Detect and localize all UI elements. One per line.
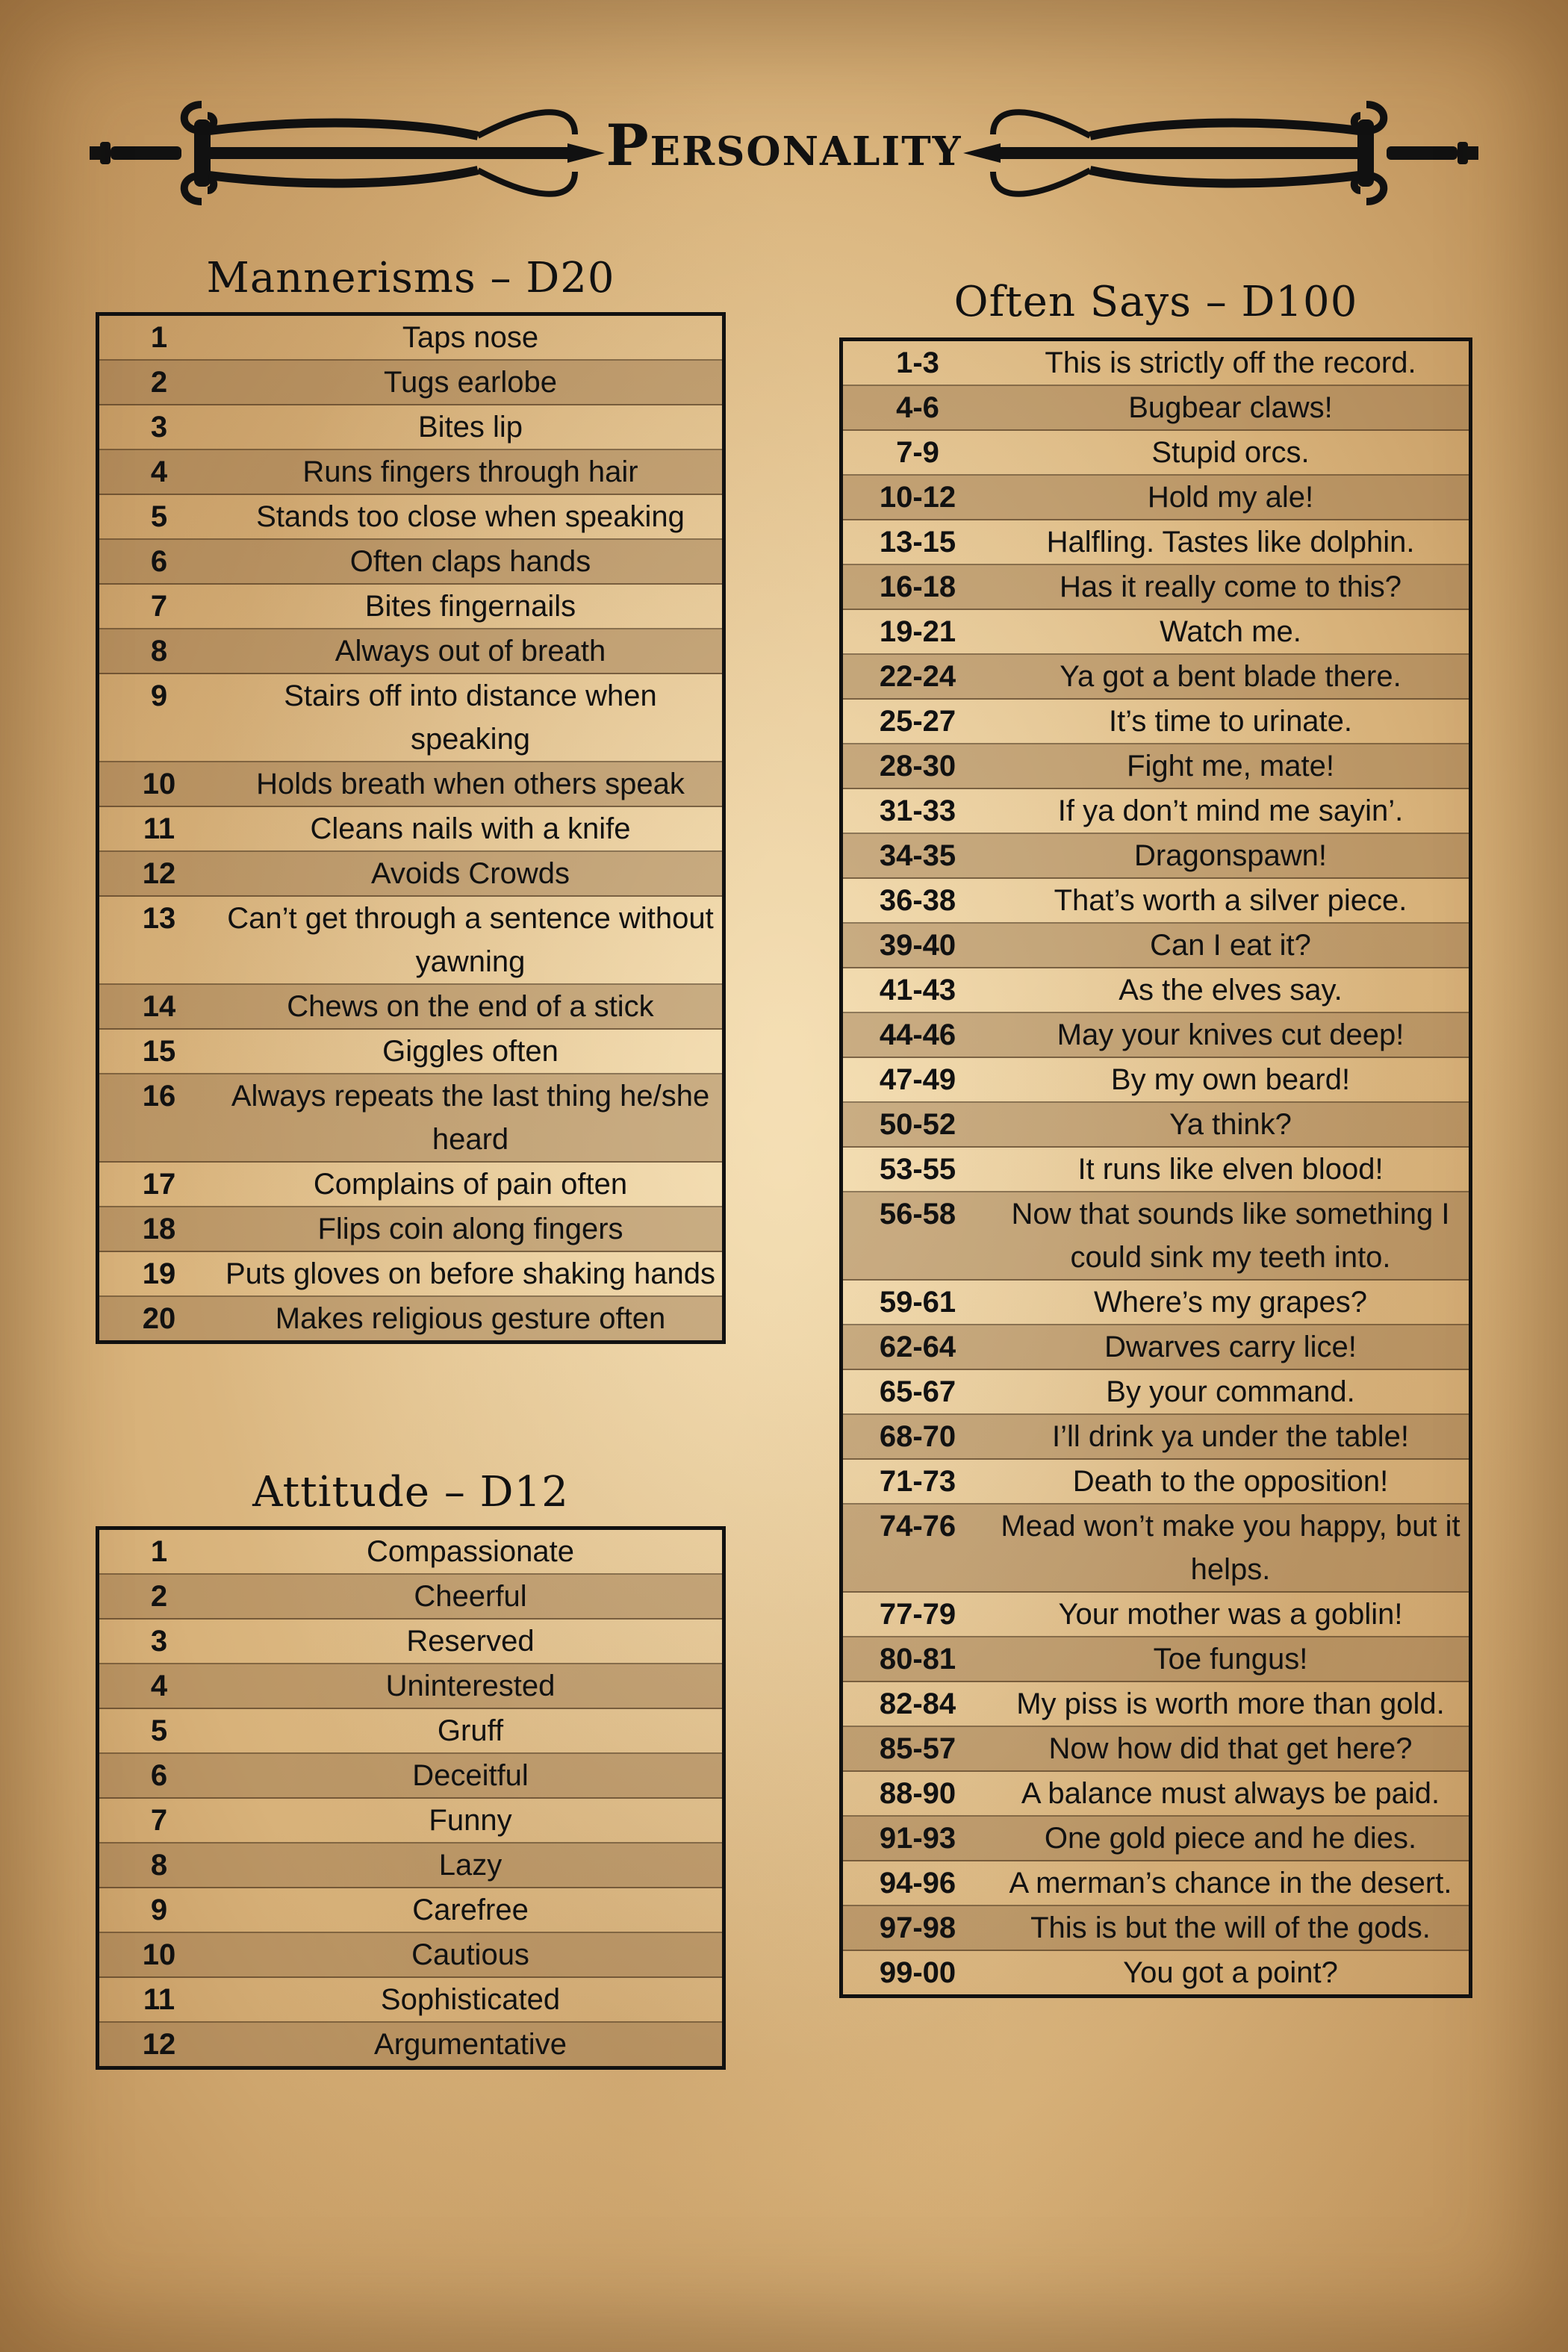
result-text: Where’s my grapes?	[1093, 1286, 1368, 1319]
table-row	[843, 1505, 1469, 1593]
result-text: Avoids Crowds	[370, 857, 570, 890]
result-text: Often claps hands	[349, 545, 591, 578]
table-row	[843, 1370, 1469, 1415]
roll-number: 88-90	[879, 1777, 956, 1810]
result-text: Hold my ale!	[1147, 481, 1314, 514]
roll-number: 80-81	[879, 1643, 956, 1676]
table-row	[843, 1460, 1469, 1505]
table-row	[843, 1013, 1469, 1058]
table-row	[99, 1297, 722, 1340]
table-row	[843, 1817, 1469, 1861]
roll-number: 39-40	[879, 929, 956, 962]
table-row	[99, 585, 722, 629]
table-row	[843, 1682, 1469, 1727]
roll-number: 10	[142, 768, 176, 800]
roll-number: 7	[150, 590, 168, 623]
table-row	[843, 1192, 1469, 1281]
table-row	[843, 700, 1469, 744]
roll-number: 5	[150, 1714, 168, 1747]
table-row	[843, 1058, 1469, 1103]
table-row	[99, 2023, 722, 2066]
result-text: Has it really come to this?	[1060, 570, 1401, 603]
roll-number: 11	[143, 812, 175, 845]
roll-number: 1-3	[896, 346, 939, 379]
roll-number: 7	[150, 1804, 168, 1837]
roll-number: 91-93	[879, 1822, 956, 1855]
table-row	[99, 1664, 722, 1709]
roll-number: 9	[150, 1894, 168, 1926]
result-text: If ya don’t mind me sayin’.	[1057, 794, 1404, 827]
roll-number: 8	[150, 1849, 168, 1882]
result-text: Flips coin along fingers	[317, 1213, 623, 1245]
roll-number: 34-35	[879, 839, 956, 872]
table-row	[843, 924, 1469, 968]
result-text: It runs like elven blood!	[1077, 1153, 1384, 1186]
table-row	[843, 879, 1469, 924]
result-text: Bites fingernails	[364, 590, 576, 623]
roll-number: 31-33	[879, 794, 956, 827]
table-row	[843, 520, 1469, 565]
roll-number: 71-73	[879, 1465, 956, 1498]
table-row	[99, 1207, 722, 1252]
result-text: Your mother was a goblin!	[1058, 1598, 1403, 1631]
result-text: I’ll drink ya under the table!	[1051, 1420, 1410, 1453]
roll-number: 25-27	[879, 705, 956, 738]
table-row	[99, 405, 722, 450]
roll-number: 47-49	[879, 1063, 956, 1096]
table-row	[843, 1906, 1469, 1951]
roll-number: 14	[142, 990, 176, 1023]
roll-number: 19	[142, 1257, 176, 1290]
mannerisms-table	[96, 312, 726, 1344]
roll-number: 97-98	[879, 1911, 956, 1944]
table-row	[843, 610, 1469, 655]
table-row	[99, 1978, 722, 2023]
result-text: By your command.	[1106, 1375, 1355, 1408]
result-text: Now how did that get here?	[1048, 1732, 1413, 1765]
result-text: Argumentative	[374, 2028, 567, 2061]
roll-number: 56-58	[879, 1198, 956, 1231]
result-text: Cleans nails with a knife	[310, 812, 631, 845]
result-text: Ya got a bent blade there.	[1060, 660, 1401, 693]
table-row	[843, 744, 1469, 789]
roll-number: 53-55	[879, 1153, 956, 1186]
roll-number: 77-79	[879, 1598, 956, 1631]
roll-number: 1	[150, 321, 168, 354]
table-row	[843, 655, 1469, 700]
table-row	[843, 1325, 1469, 1370]
roll-number: 50-52	[879, 1108, 956, 1141]
table-row	[99, 361, 722, 405]
roll-number: 16	[142, 1080, 176, 1113]
roll-number: 7-9	[896, 436, 939, 469]
table-row	[843, 1593, 1469, 1637]
table-row	[843, 789, 1469, 834]
table-row	[99, 1030, 722, 1074]
table-row	[99, 450, 722, 495]
result-text: Deceitful	[412, 1759, 529, 1792]
roll-number: 59-61	[879, 1286, 956, 1319]
table-row	[99, 674, 722, 762]
table-row	[99, 1799, 722, 1844]
roll-number: 12	[142, 2028, 176, 2061]
table-row	[843, 565, 1469, 610]
table-row	[843, 476, 1469, 520]
result-text: It’s time to urinate.	[1108, 705, 1353, 738]
result-text: Funny	[429, 1804, 512, 1837]
result-text: Toe fungus!	[1153, 1643, 1308, 1676]
roll-number: 3	[150, 1625, 168, 1658]
result-text: Can’t get through a sentence without yawning	[227, 902, 714, 978]
roll-number: 5	[150, 500, 168, 533]
result-text: Watch me.	[1160, 615, 1301, 648]
result-text: Taps nose	[402, 321, 539, 354]
table-row	[99, 762, 722, 807]
table-row	[843, 1103, 1469, 1148]
roll-number: 4	[150, 455, 168, 488]
table-row	[99, 1709, 722, 1754]
result-text: Carefree	[412, 1894, 529, 1926]
roll-number: 85-57	[879, 1732, 956, 1765]
result-text: One gold piece and he dies.	[1044, 1822, 1417, 1855]
roll-number: 65-67	[879, 1375, 956, 1408]
roll-number: 22-24	[879, 660, 956, 693]
result-text: May your knives cut deep!	[1057, 1018, 1404, 1051]
roll-number: 36-38	[879, 884, 956, 917]
roll-number: 41-43	[879, 974, 956, 1007]
roll-number: 20	[142, 1302, 176, 1335]
result-text: By my own beard!	[1110, 1063, 1351, 1096]
result-text: As the elves say.	[1119, 974, 1343, 1007]
table-row	[99, 985, 722, 1030]
roll-number: 94-96	[879, 1867, 956, 1900]
table-row	[843, 1415, 1469, 1460]
table-row	[99, 540, 722, 585]
roll-number: 28-30	[879, 750, 956, 783]
roll-number: 13-15	[879, 526, 956, 559]
table-row	[99, 316, 722, 361]
table-row	[843, 341, 1469, 386]
table-row	[99, 1074, 722, 1163]
table-row	[99, 1620, 722, 1664]
table-row	[843, 431, 1469, 476]
table-row	[843, 968, 1469, 1013]
result-text: A balance must always be paid.	[1021, 1777, 1440, 1810]
table-row	[99, 495, 722, 540]
result-text: Reserved	[406, 1625, 535, 1658]
roll-number: 9	[150, 679, 168, 712]
table-row	[843, 834, 1469, 879]
roll-number: 2	[150, 1580, 168, 1613]
result-text: Dwarves carry lice!	[1104, 1331, 1357, 1363]
result-text: Fight me, mate!	[1127, 750, 1334, 783]
roll-number: 2	[150, 366, 168, 399]
result-text: Stupid orcs.	[1151, 436, 1310, 469]
table-row	[99, 629, 722, 674]
roll-number: 82-84	[879, 1687, 956, 1720]
result-text: Cautious	[411, 1938, 529, 1971]
result-text: Bugbear claws!	[1128, 391, 1333, 424]
result-text: My piss is worth more than gold.	[1016, 1687, 1445, 1720]
table-row	[843, 1281, 1469, 1325]
table-row	[843, 1727, 1469, 1772]
table-row	[99, 897, 722, 985]
roll-number: 17	[142, 1168, 176, 1201]
result-text: Stands too close when speaking	[256, 500, 685, 533]
table-row	[99, 1252, 722, 1297]
result-text: Ya think?	[1169, 1108, 1292, 1141]
roll-number: 10	[142, 1938, 176, 1971]
roll-number: 4-6	[896, 391, 939, 424]
roll-number: 1	[150, 1535, 168, 1568]
result-text: Uninterested	[385, 1670, 556, 1702]
result-text: Mead won’t make you happy, but it helps.	[1001, 1510, 1460, 1586]
roll-number: 15	[142, 1035, 176, 1068]
result-text: This is but the will of the gods.	[1030, 1911, 1431, 1944]
roll-number: 19-21	[879, 615, 956, 648]
result-text: Runs fingers through hair	[302, 455, 638, 488]
roll-number: 44-46	[879, 1018, 956, 1051]
attitude-table	[96, 1526, 726, 2070]
result-text: Gruff	[437, 1714, 504, 1747]
result-text: Bites lip	[417, 411, 523, 444]
result-text: That’s worth a silver piece.	[1054, 884, 1407, 917]
roll-number: 12	[142, 857, 176, 890]
table-row	[843, 1637, 1469, 1682]
table-row	[99, 1888, 722, 1933]
page-title: Personality	[606, 112, 962, 178]
result-text: Puts gloves on before shaking hands	[225, 1257, 715, 1290]
table-row	[99, 1163, 722, 1207]
table-row	[99, 1575, 722, 1620]
roll-number: 6	[150, 545, 168, 578]
mannerisms-heading: Mannerisms – D20	[206, 254, 615, 302]
table-row	[99, 807, 722, 852]
result-text: Dragonspawn!	[1134, 839, 1327, 872]
table-row	[843, 386, 1469, 431]
table-row	[843, 1861, 1469, 1906]
result-text: Halfling. Tastes like dolphin.	[1046, 526, 1415, 559]
roll-number: 68-70	[879, 1420, 956, 1453]
roll-number: 99-00	[879, 1956, 956, 1989]
result-text: Chews on the end of a stick	[287, 990, 654, 1023]
result-text: Cheerful	[414, 1580, 527, 1613]
result-text: Compassionate	[367, 1535, 574, 1568]
result-text: Lazy	[438, 1849, 503, 1882]
result-text: A merman’s chance in the desert.	[1009, 1867, 1452, 1900]
table-row	[843, 1951, 1469, 1994]
result-text: Tugs earlobe	[384, 366, 557, 399]
table-row	[99, 852, 722, 897]
roll-number: 18	[142, 1213, 176, 1245]
roll-number: 6	[150, 1759, 168, 1792]
roll-number: 62-64	[879, 1331, 956, 1363]
result-text: Makes religious gesture often	[275, 1302, 666, 1335]
roll-number: 11	[143, 1983, 175, 2016]
result-text: Complains of pain often	[313, 1168, 628, 1201]
roll-number: 3	[150, 411, 168, 444]
roll-number: 16-18	[879, 570, 956, 603]
table-row	[843, 1772, 1469, 1817]
attitude-heading: Attitude – D12	[252, 1468, 569, 1516]
table-row	[843, 1148, 1469, 1192]
result-text: Can I eat it?	[1150, 929, 1311, 962]
roll-number: 74-76	[879, 1510, 956, 1543]
result-text: Sophisticated	[380, 1983, 561, 2016]
roll-number: 13	[142, 902, 176, 935]
result-text: Death to the opposition!	[1072, 1465, 1389, 1498]
roll-number: 8	[150, 635, 168, 668]
table-row	[99, 1844, 722, 1888]
roll-number: 10-12	[879, 481, 956, 514]
result-text: Now that sounds like something I could sink my teeth into.	[1011, 1198, 1450, 1274]
result-text: Always repeats the last thing he/she heard	[231, 1080, 710, 1156]
often-says-heading: Often Says – D100	[953, 278, 1358, 326]
result-text: Always out of breath	[335, 635, 606, 668]
table-row	[99, 1754, 722, 1799]
table-row	[99, 1933, 722, 1978]
result-text: Stairs off into distance when speaking	[284, 679, 657, 756]
result-text: This is strictly off the record.	[1045, 346, 1416, 379]
result-text: Holds breath when others speak	[256, 768, 685, 800]
roll-number: 4	[150, 1670, 168, 1702]
table-row	[99, 1530, 722, 1575]
result-text: Giggles often	[382, 1035, 559, 1068]
result-text: You got a point?	[1123, 1956, 1338, 1989]
often-says-table	[839, 337, 1472, 1998]
